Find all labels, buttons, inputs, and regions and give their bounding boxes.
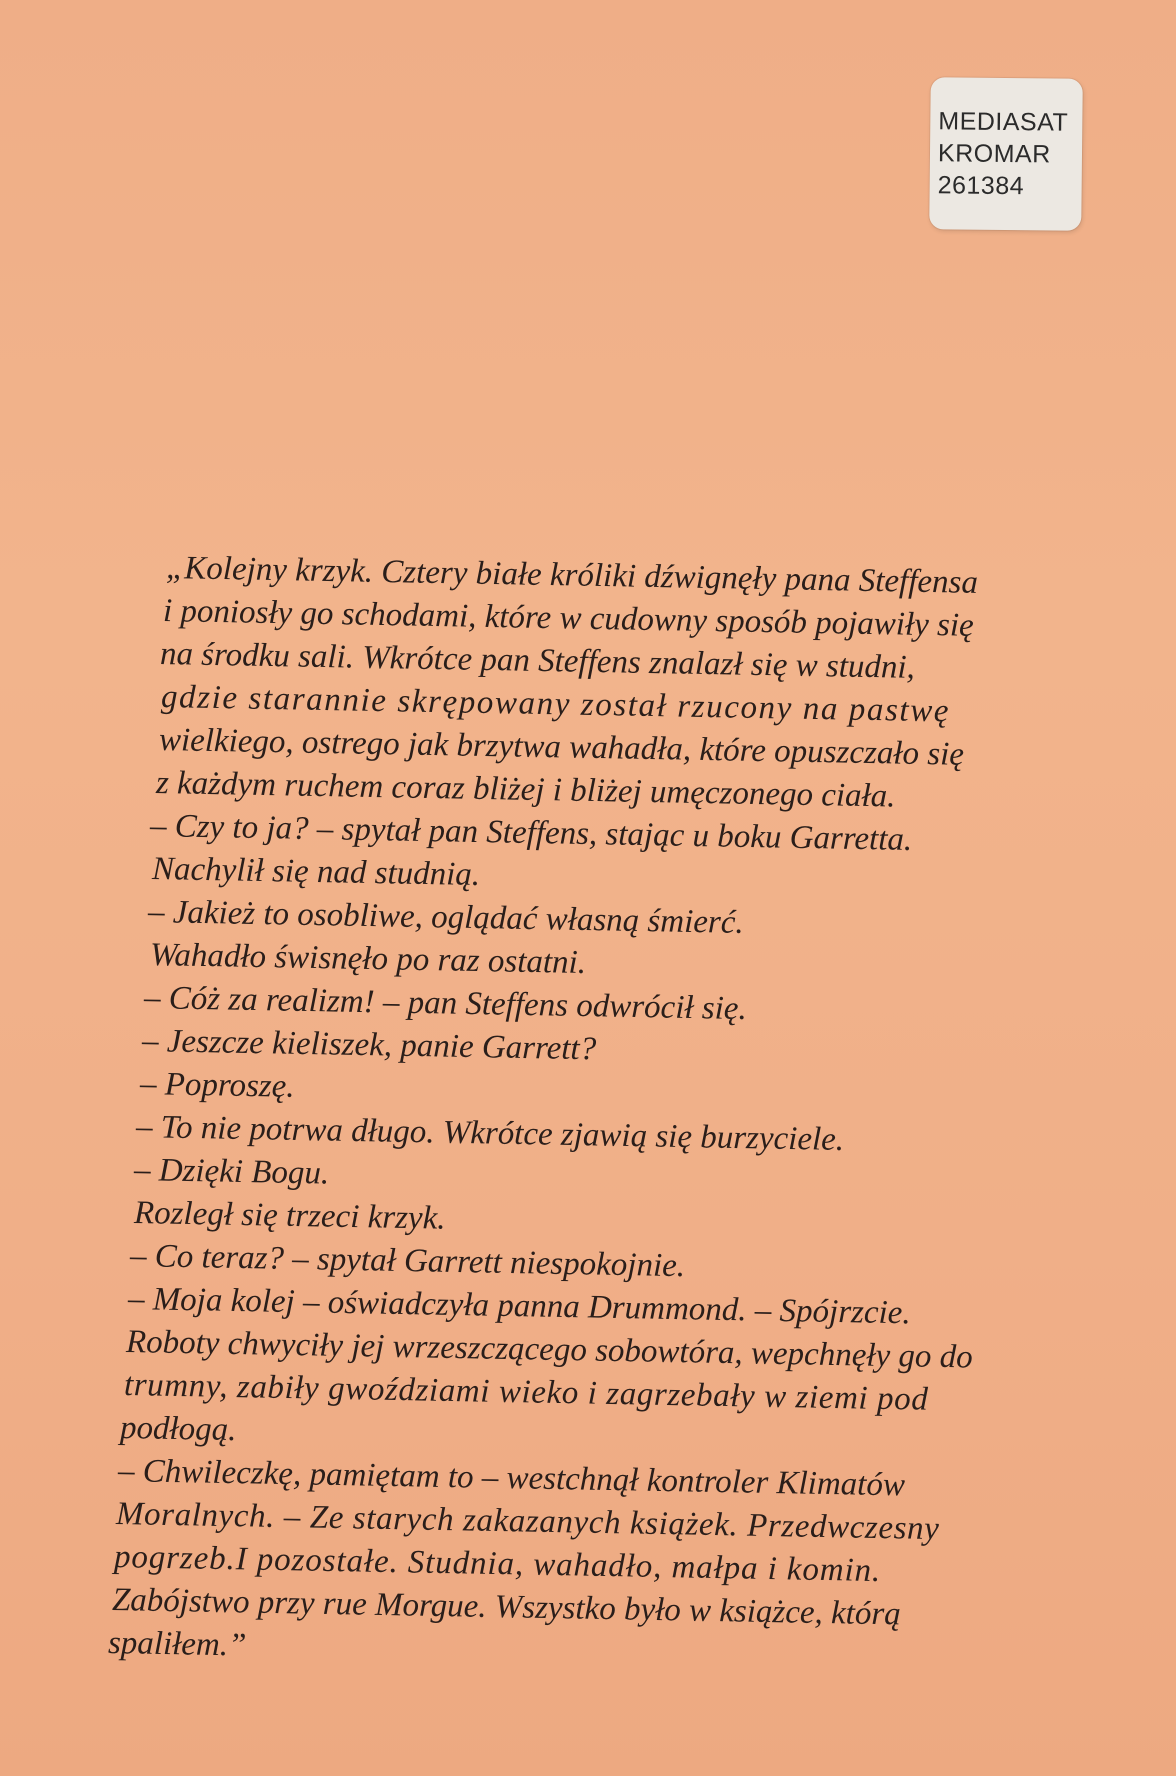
passage-line: spaliłem.” [107,1625,247,1664]
passage-line: Wahadło świsnęło po raz ostatni. [149,937,587,981]
sticker-line-seller: MEDIASAT [938,107,1069,137]
passage-line: – Co teraz? – spytał Garrett niespokojnie. [129,1238,686,1285]
passage-line: – Moja kolej – oświadczyła panna Drummond. – Spójrzcie. [127,1281,911,1332]
passage-line: – Czy to ja? – spytał pan Steffens, stając u boku Garretta. [149,808,913,858]
passage-line: Rozległ się trzeci krzyk. [133,1195,446,1237]
passage-line: Roboty chwyciły jej wrzeszczącego sobowtóra, wepchnęły go do [125,1324,974,1376]
passage-line: – Jeszcze kieliszek, panie Garrett? [141,1023,597,1068]
passage-line: „Kolejny krzyk. Cztery białe króliki dźwignęły pana Steffensa [165,550,979,601]
sticker-line-code: 261384 [937,171,1025,201]
passage-line: – Jakież to osobliwe, oglądać własną śmierć. [147,894,745,941]
passage-line: podłogą. [119,1410,237,1449]
passage-line: – Cóż za realizm! – pan Steffens odwrócił się. [143,980,748,1028]
sticker-line-distributor: KROMAR [937,139,1051,169]
passage-line: pogrzeb.I pozostałe. Studnia, wahadło, małpa i komin. [113,1539,882,1590]
passage-line: na środku sali. Wkrótce pan Steffens znalazł się w studni, [159,636,916,686]
passage-line: Zabójstwo przy rue Morgue. Wszystko było w książce, którą [111,1582,902,1633]
passage-line: – To nie potrwa długo. Wkrótce zjawią się burzyciele. [135,1109,845,1158]
passage-line: Moralnych. – Ze starych zakazanych książek. Przedwczesny [115,1496,940,1548]
passage-line: – Dzięki Bogu. [133,1152,330,1192]
passage-line: z każdym ruchem coraz bliżej i bliżej umęczonego ciała. [155,765,896,815]
passage-line: wielkiego, ostrego jak brzytwa wahadła, które opuszczało się [158,722,965,773]
passage-line: Nachylił się nad studnią. [151,851,481,894]
passage-line: i poniosły go schodami, które w cudowny sposób pojawiły się [162,593,975,644]
passage-line: – Poproszę. [139,1066,295,1105]
passage-line: – Chwileczkę, pamiętam to – westchnął kontroler Klimatów [117,1453,906,1504]
passage-line: trumny, zabiły gwoździami wieko i zagrzebały w ziemi pod [123,1367,929,1418]
passage-line: gdzie starannie skrępowany został rzucony na pastwę [160,679,951,730]
